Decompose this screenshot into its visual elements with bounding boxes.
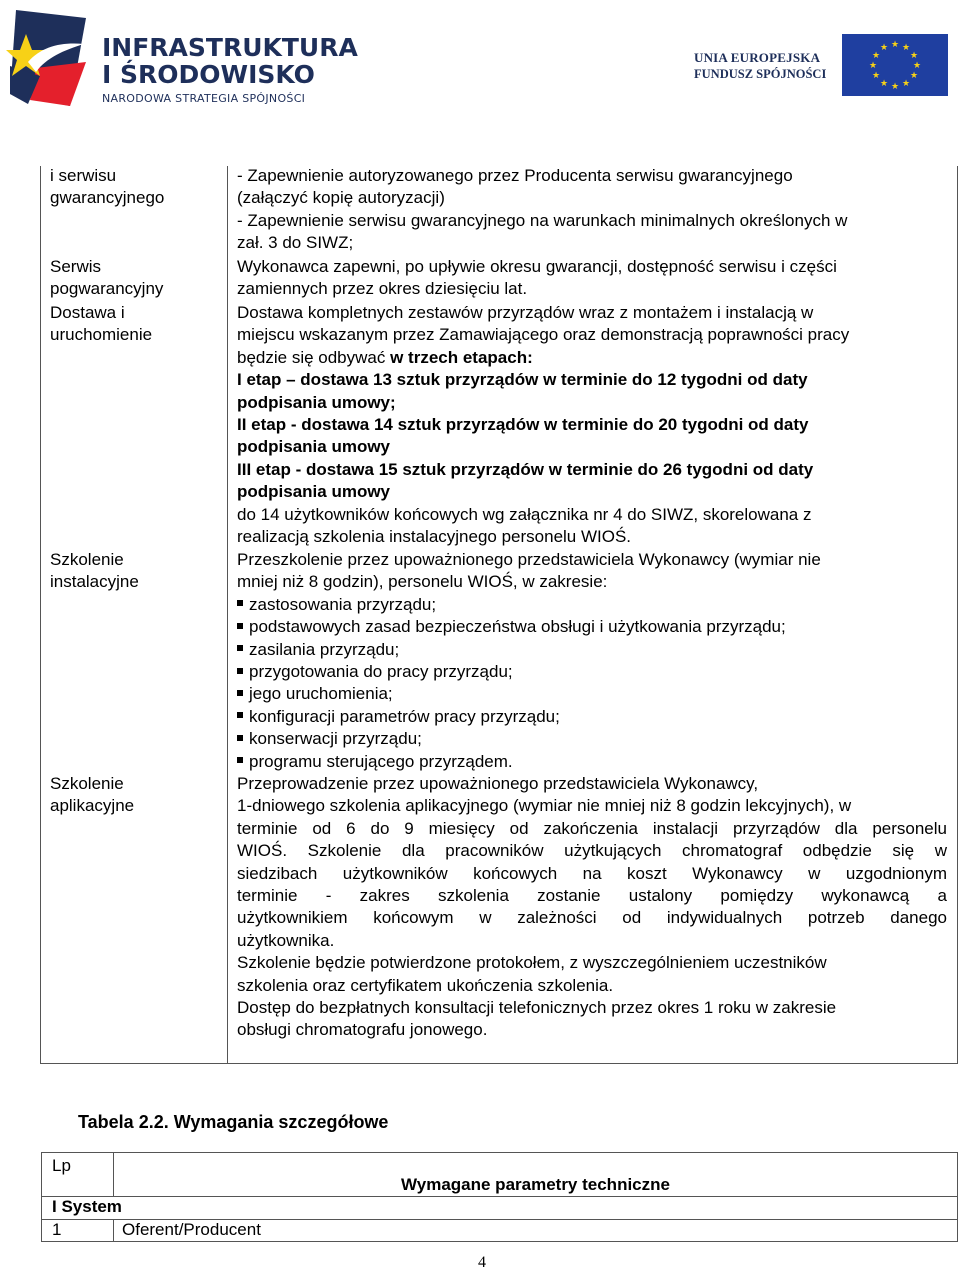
bullet-square-icon bbox=[237, 645, 243, 651]
text-line: Dostęp do bezpłatnych konsultacji telefonicznych przez okres 1 roku w zakresie bbox=[237, 998, 837, 1018]
t2-border-left bbox=[41, 1152, 42, 1242]
table-border-bottom bbox=[40, 1063, 958, 1064]
table-column-divider bbox=[227, 166, 228, 1064]
svg-text:★: ★ bbox=[879, 43, 889, 53]
label-line: aplikacyjne bbox=[50, 796, 135, 816]
text-line: terminie od 6 do 9 miesięcy od zakończenia instalacji przyrządów dla personelu bbox=[237, 818, 947, 838]
stage-line: podpisania umowy; bbox=[237, 392, 396, 412]
content-szkolenie-instalacyjne bbox=[237, 549, 947, 773]
svg-text:★: ★ bbox=[890, 82, 900, 92]
logo-title-line2: I ŚRODOWISKO bbox=[102, 60, 315, 89]
label-line: Serwis bbox=[50, 257, 102, 276]
bullet-item bbox=[237, 751, 947, 773]
text-line: 1-dniowego szkolenia aplikacyjnego (wymiar nie mniej niż 8 godzin lekcyjnych), w bbox=[237, 796, 852, 816]
table-border-right bbox=[957, 166, 958, 1064]
label-line: instalacyjne bbox=[50, 572, 139, 592]
label-line: gwarancyjnego bbox=[50, 188, 165, 208]
label-serwis-gwarancyjny bbox=[50, 165, 164, 210]
bullet-text: podstawowych zasad bezpieczeństwa obsługi i użytkowania przyrządu; bbox=[249, 617, 786, 637]
bullet-item bbox=[237, 661, 947, 683]
text-line: Przeszkolenie przez upoważnionego przedstawiciela Wykonawcy (wymiar nie bbox=[237, 550, 821, 569]
text-line: realizacją szkolenia instalacyjnego personelu WIOŚ. bbox=[237, 527, 632, 547]
stage-line: podpisania umowy bbox=[237, 437, 391, 457]
t2-row-divider bbox=[113, 1219, 114, 1242]
bullet-text: programu sterującego przyrządem. bbox=[249, 751, 513, 771]
text-line: obsługi chromatografu jonowego. bbox=[237, 1020, 488, 1040]
bullet-text: zasilania przyrządu; bbox=[249, 639, 400, 659]
text-line: zał. 3 do SIWZ; bbox=[237, 233, 354, 253]
bullet-square-icon bbox=[237, 735, 243, 741]
stage-line: II etap - dostawa 14 sztuk przyrządów w terminie do 20 tygodni od daty bbox=[237, 415, 809, 435]
caption-text: Tabela 2.2. Wymagania szczegółowe bbox=[78, 1112, 389, 1132]
label-serwis-pogwarancyjny bbox=[50, 256, 163, 301]
text-plain: będzie się odbywać bbox=[237, 347, 391, 367]
text-line: siedzibach użytkowników końcowych na koszt Wykonawcy w uzgodnionym bbox=[237, 863, 947, 883]
bullet-text: konserwacji przyrządu; bbox=[249, 729, 422, 749]
text-line: terminie - zakres szkolenia zostanie ustalony pomiędzy wykonawcą a bbox=[237, 886, 947, 906]
text-line: użytkownika. bbox=[237, 930, 335, 950]
text-line: Przeprowadzenie przez upoważnionego przedstawiciela Wykonawcy, bbox=[237, 774, 759, 793]
t2-border-bottom bbox=[41, 1241, 958, 1242]
text-line: szkolenia oraz certyfikatem ukończenia szkolenia. bbox=[237, 975, 614, 995]
svg-text:★: ★ bbox=[879, 79, 889, 89]
label-line: Szkolenie bbox=[50, 774, 124, 793]
stage-line: I etap – dostawa 13 sztuk przyrządów w terminie do 12 tygodni od daty bbox=[237, 370, 808, 390]
t2-border-right bbox=[957, 1152, 958, 1242]
text-bold: w trzech etapach: bbox=[390, 347, 533, 367]
label-szkolenie-aplikacyjne bbox=[50, 773, 134, 818]
eu-flag-icon bbox=[842, 34, 948, 96]
bullet-square-icon bbox=[237, 690, 243, 696]
svg-text:★: ★ bbox=[868, 61, 878, 71]
text-line: zamiennych przez okres dziesięciu lat. bbox=[237, 279, 528, 299]
label-line: Szkolenie bbox=[50, 550, 124, 569]
svg-text:★: ★ bbox=[871, 51, 881, 61]
bullet-square-icon bbox=[237, 668, 243, 674]
svg-text:★: ★ bbox=[901, 43, 911, 53]
bullet-square-icon bbox=[237, 600, 243, 606]
label-line: pogwarancyjny bbox=[50, 279, 164, 299]
text-line: Szkolenie będzie potwierdzone protokołem, z wyszczególnieniem uczestników bbox=[237, 953, 827, 973]
eu-label-line2: FUNDUSZ SPÓJNOŚCI bbox=[694, 67, 827, 81]
svg-text:★: ★ bbox=[871, 71, 881, 81]
flag-star-icon bbox=[6, 6, 92, 110]
content-szkolenie-aplikacyjne bbox=[237, 773, 947, 1042]
bullet-text: zastosowania przyrządu; bbox=[249, 594, 437, 614]
label-line: uruchomienie bbox=[50, 325, 153, 345]
svg-text:★: ★ bbox=[912, 61, 922, 71]
page-number: 4 bbox=[478, 1254, 486, 1271]
bullet-item bbox=[237, 706, 947, 728]
lp-header: Lp bbox=[52, 1156, 71, 1175]
logo-title-line1: INFRASTRUKTURA bbox=[102, 33, 358, 62]
table-border-left bbox=[40, 166, 41, 1064]
eu-label bbox=[694, 50, 826, 82]
svg-text:★: ★ bbox=[901, 79, 911, 89]
bullet-square-icon bbox=[237, 712, 243, 718]
text-line: mniej niż 8 godzin), personelu WIOŚ, w zakresie: bbox=[237, 572, 608, 592]
text-line: użytkownikiem końcowym w zależności od indywidualnych potrzeb danego bbox=[237, 908, 947, 928]
bullet-item bbox=[237, 639, 947, 661]
table-caption bbox=[78, 1110, 388, 1134]
logo-subtitle: NARODOWA STRATEGIA SPÓJNOŚCI bbox=[102, 92, 306, 105]
parameters-header: Wymagane parametry techniczne bbox=[401, 1175, 670, 1194]
text-line: (załączyć kopię autoryzacji) bbox=[237, 188, 445, 208]
text-line: miejscu wskazanym przez Zamawiającego oraz demonstracją poprawności pracy bbox=[237, 325, 850, 345]
svg-text:★: ★ bbox=[909, 51, 919, 61]
bullet-text: przygotowania do pracy przyrządu; bbox=[249, 662, 513, 682]
text-line: Wykonawca zapewni, po upływie okresu gwarancji, dostępność serwisu i części bbox=[237, 257, 837, 276]
label-line: i serwisu bbox=[50, 166, 117, 185]
bullet-square-icon bbox=[237, 623, 243, 629]
bullet-item bbox=[237, 728, 947, 750]
text-line: - Zapewnienie autoryzowanego przez Producenta serwisu gwarancyjnego bbox=[237, 166, 793, 185]
row-oferent: Oferent/Producent bbox=[122, 1220, 261, 1239]
text-line bbox=[237, 347, 947, 369]
bullet-item bbox=[237, 616, 947, 638]
bullet-text: jego uruchomienia; bbox=[249, 684, 393, 704]
text-line: WIOŚ. Szkolenie dla pracowników użytkujących chromatograf odbędzie się w bbox=[237, 841, 947, 861]
label-szkolenie-instalacyjne bbox=[50, 549, 139, 594]
bullet-item bbox=[237, 683, 947, 705]
t2-line-1 bbox=[41, 1196, 958, 1197]
text-line: Dostawa kompletnych zestawów przyrządów wraz z montażem i instalacją w bbox=[237, 303, 814, 322]
label-dostawa bbox=[50, 302, 152, 347]
svg-text:★: ★ bbox=[909, 71, 919, 81]
infrastruktura-logo bbox=[6, 6, 358, 114]
label-line: Dostawa i bbox=[50, 303, 125, 322]
content-dostawa bbox=[237, 302, 947, 548]
text-line: do 14 użytkowników końcowych wg załącznika nr 4 do SIWZ, skorelowana z bbox=[237, 504, 812, 524]
bullet-text: konfiguracji parametrów pracy przyrządu; bbox=[249, 706, 560, 726]
stage-line: podpisania umowy bbox=[237, 482, 391, 502]
content-serwis-pogwarancyjny bbox=[237, 256, 947, 301]
bullet-square-icon bbox=[237, 757, 243, 763]
section-system: I System bbox=[52, 1197, 122, 1216]
stage-line: III etap - dostawa 15 sztuk przyrządów w terminie do 26 tygodni od daty bbox=[237, 459, 814, 479]
bullet-item bbox=[237, 594, 947, 616]
svg-text:★: ★ bbox=[890, 40, 900, 50]
eu-label-line1: UNIA EUROPEJSKA bbox=[694, 50, 821, 65]
text-line: - Zapewnienie serwisu gwarancyjnego na warunkach minimalnych określonych w bbox=[237, 210, 848, 230]
t2-border-top bbox=[41, 1152, 958, 1153]
content-serwis-gwarancyjny bbox=[237, 165, 947, 255]
row-number: 1 bbox=[52, 1220, 62, 1239]
